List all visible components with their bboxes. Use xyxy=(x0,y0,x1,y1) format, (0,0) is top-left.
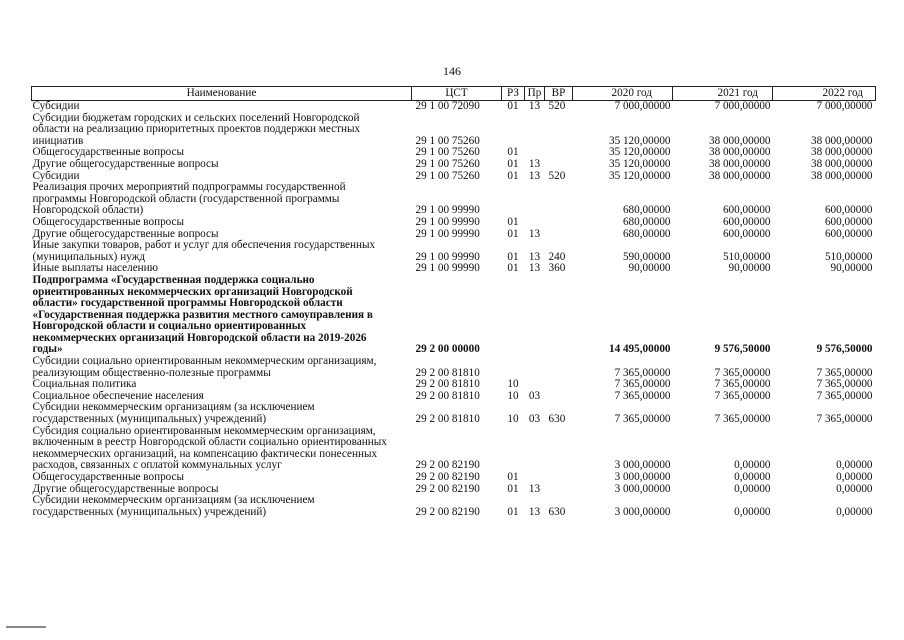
row-rz: 01 xyxy=(507,505,519,518)
row-vr xyxy=(545,472,573,484)
row-rz: 01 xyxy=(507,215,519,228)
row-pr xyxy=(525,113,545,148)
row-value-2022: 38 000,00000 xyxy=(810,146,873,159)
row-vr xyxy=(545,356,573,379)
row-rz: 10 xyxy=(507,389,519,402)
row-value-2020: 35 120,00000 xyxy=(608,157,671,170)
row-name: Субсидия социально ориентированным некоммерческим организациям, включенным в реестр Новгородской области социально ориентированных некоммерческих организаций, на компенсацию фактически понесенных расходов, связанных с оплатой коммунальных услуг xyxy=(32,424,387,472)
row-value-2021: 7 365,00000 xyxy=(714,378,771,391)
header-rz: РЗ xyxy=(502,87,525,101)
row-pr: 03 xyxy=(528,413,541,426)
table-row xyxy=(32,182,876,217)
row-value-2020: 3 000,00000 xyxy=(614,505,671,518)
header-2021: 2021 год xyxy=(673,87,773,101)
row-value-2021: 9 576,50000 xyxy=(714,343,771,356)
row-vr xyxy=(545,159,573,171)
row-value-2020: 7 365,00000 xyxy=(614,366,671,379)
row-vr xyxy=(545,379,573,391)
row-cst: 29 2 00 81810 xyxy=(415,389,480,402)
row-rz xyxy=(502,275,525,356)
row-cst: 29 2 00 82190 xyxy=(415,482,480,495)
row-pr: 13 xyxy=(528,169,541,182)
row-value-2020: 7 365,00000 xyxy=(614,389,671,402)
row-vr: 360 xyxy=(548,262,566,275)
row-value-2022: 0,00000 xyxy=(836,471,873,483)
row-rz xyxy=(502,113,525,148)
row-value-2022: 0,00000 xyxy=(836,505,873,518)
row-cst: 29 2 00 82190 xyxy=(415,471,480,483)
row-vr xyxy=(545,182,573,217)
row-pr: 03 xyxy=(528,389,541,402)
row-cst: 29 1 00 75260 xyxy=(415,169,480,182)
row-value-2020: 35 120,00000 xyxy=(608,134,671,147)
row-rz xyxy=(502,356,525,379)
row-value-2021: 600,00000 xyxy=(722,227,771,240)
row-value-2021: 38 000,00000 xyxy=(708,134,771,147)
row-value-2022: 38 000,00000 xyxy=(810,157,873,170)
row-value-2021: 600,00000 xyxy=(722,204,771,217)
row-value-2021: 7 365,00000 xyxy=(714,413,771,426)
row-cst: 29 1 00 99990 xyxy=(415,262,480,275)
row-name: Общегосударственные вопросы xyxy=(32,146,185,159)
row-value-2021: 7 365,00000 xyxy=(714,366,771,379)
row-value-2022: 7 000,00000 xyxy=(816,100,873,112)
row-cst: 29 1 00 75260 xyxy=(415,146,480,159)
row-rz xyxy=(502,426,525,472)
row-value-2022: 7 365,00000 xyxy=(816,389,873,402)
row-value-2020: 680,00000 xyxy=(622,204,671,217)
row-name: Подпрограмма «Государственная поддержка социально ориентированных некоммерческих организаций Новгородской области» государственной программы Новгородской области «Государственная поддержка развития местного самоуправления в Новгородской области и социально ориентированных некоммерческих организаций Новгородской области на 2019-2026 годы» xyxy=(32,273,373,356)
row-pr xyxy=(525,217,545,229)
row-value-2020: 35 120,00000 xyxy=(608,169,671,182)
row-name: Субсидии xyxy=(32,169,80,182)
row-value-2021: 7 365,00000 xyxy=(714,389,771,402)
row-cst: 29 2 00 81810 xyxy=(415,378,480,391)
row-vr: 630 xyxy=(548,505,566,518)
row-pr xyxy=(525,182,545,217)
row-cst: 29 2 00 82190 xyxy=(415,459,480,472)
row-name: Субсидии некоммерческим организациям (за исключением государственных (муниципальных) учреждений) xyxy=(32,401,315,426)
row-value-2021: 38 000,00000 xyxy=(708,146,771,159)
row-rz: 01 xyxy=(507,100,519,112)
row-name: Другие общегосударственные вопросы xyxy=(32,157,219,170)
row-value-2020: 680,00000 xyxy=(622,215,671,228)
row-cst: 29 1 00 99990 xyxy=(415,215,480,228)
row-value-2020: 7 365,00000 xyxy=(614,413,671,426)
table-row xyxy=(32,426,876,472)
row-value-2021: 600,00000 xyxy=(722,215,771,228)
row-value-2022: 600,00000 xyxy=(824,204,873,217)
row-value-2021: 0,00000 xyxy=(734,505,771,518)
table-row xyxy=(32,113,876,148)
row-value-2020: 680,00000 xyxy=(622,227,671,240)
row-rz: 01 xyxy=(507,471,519,483)
row-cst: 29 2 00 00000 xyxy=(415,343,480,356)
row-cst: 29 1 00 99990 xyxy=(415,227,480,240)
row-name: Субсидии некоммерческим организациям (за исключением государственных (муниципальных) учреждений) xyxy=(32,494,315,518)
row-value-2022: 90,00000 xyxy=(830,262,873,275)
row-rz: 01 xyxy=(507,157,519,170)
table-header xyxy=(32,87,876,101)
footer-rule xyxy=(6,626,46,628)
row-pr: 13 xyxy=(528,505,541,518)
row-value-2021: 0,00000 xyxy=(734,482,771,495)
header-vr: ВР xyxy=(545,87,573,101)
row-pr xyxy=(525,426,545,472)
row-vr xyxy=(545,147,573,159)
row-rz: 01 xyxy=(507,169,519,182)
row-value-2022: 510,00000 xyxy=(824,250,873,263)
row-value-2022: 600,00000 xyxy=(824,227,873,240)
row-vr xyxy=(545,391,573,403)
row-name: Общегосударственные вопросы xyxy=(32,471,185,483)
row-vr xyxy=(545,217,573,229)
row-pr: 13 xyxy=(528,250,541,263)
row-name: Другие общегосударственные вопросы xyxy=(32,482,219,495)
row-value-2020: 590,00000 xyxy=(622,250,671,263)
row-vr: 630 xyxy=(548,413,566,426)
row-cst: 29 1 00 99990 xyxy=(415,204,480,217)
row-rz: 01 xyxy=(507,146,519,159)
row-pr xyxy=(525,356,545,379)
row-value-2022: 7 365,00000 xyxy=(816,366,873,379)
header-name: Наименование xyxy=(32,87,412,101)
row-name: Субсидии социально ориентированным некоммерческим организациям, реализующим общественно-полезные программы xyxy=(32,355,377,379)
header-pr: Пр xyxy=(525,87,545,101)
row-value-2021: 38 000,00000 xyxy=(708,169,771,182)
row-value-2020: 3 000,00000 xyxy=(614,482,671,495)
row-value-2022: 9 576,50000 xyxy=(816,343,873,356)
row-pr xyxy=(525,472,545,484)
row-name: Иные выплаты населению xyxy=(32,262,158,275)
row-vr xyxy=(545,275,573,356)
row-rz: 01 xyxy=(507,250,519,263)
budget-table xyxy=(31,86,876,518)
row-vr xyxy=(545,484,573,496)
row-value-2022: 7 365,00000 xyxy=(816,378,873,391)
row-name: Иные закупки товаров, работ и услуг для обеспечения государственных (муниципальных) нужд xyxy=(32,239,376,263)
row-value-2022: 0,00000 xyxy=(836,459,873,472)
table-row xyxy=(32,356,876,379)
row-value-2020: 7 365,00000 xyxy=(614,378,671,391)
table-row xyxy=(32,159,876,171)
row-name: Социальное обеспечение населения xyxy=(32,389,204,402)
row-name: Субсидии xyxy=(32,100,80,112)
row-rz: 10 xyxy=(507,413,519,426)
table-row xyxy=(32,275,876,356)
table-row xyxy=(32,240,876,263)
row-cst: 29 2 00 81810 xyxy=(415,366,480,379)
row-vr: 240 xyxy=(548,250,566,263)
row-rz: 01 xyxy=(507,482,519,495)
table-row xyxy=(32,101,876,113)
row-name: Общегосударственные вопросы xyxy=(32,215,185,228)
row-value-2021: 0,00000 xyxy=(734,471,771,483)
row-pr: 13 xyxy=(528,262,541,275)
row-value-2021: 510,00000 xyxy=(722,250,771,263)
row-value-2020: 35 120,00000 xyxy=(608,146,671,159)
row-pr: 13 xyxy=(528,227,541,240)
row-vr xyxy=(545,113,573,148)
row-value-2022: 7 365,00000 xyxy=(816,413,873,426)
row-rz: 01 xyxy=(507,227,519,240)
row-cst: 29 1 00 75260 xyxy=(415,134,480,147)
header-2020: 2020 год xyxy=(573,87,673,101)
row-name: Социальная политика xyxy=(32,378,137,391)
row-value-2021: 90,00000 xyxy=(728,262,771,275)
row-rz: 01 xyxy=(507,262,519,275)
row-name: Субсидии бюджетам городских и сельских поселений Новгородской области на реализацию приоритетных проектов поддержки местных инициатив xyxy=(32,111,361,147)
row-value-2020: 7 000,00000 xyxy=(614,100,671,112)
row-cst: 29 1 00 99990 xyxy=(415,250,480,263)
row-rz: 10 xyxy=(507,378,519,391)
row-value-2022: 38 000,00000 xyxy=(810,169,873,182)
row-vr: 520 xyxy=(548,100,566,112)
row-pr: 13 xyxy=(528,100,541,112)
row-rz xyxy=(502,182,525,217)
row-value-2022: 0,00000 xyxy=(836,482,873,495)
row-cst: 29 1 00 75260 xyxy=(415,157,480,170)
row-value-2022: 38 000,00000 xyxy=(810,134,873,147)
row-name: Другие общегосударственные вопросы xyxy=(32,227,219,240)
row-cst: 29 2 00 82190 xyxy=(415,505,480,518)
table-row xyxy=(32,402,876,425)
row-value-2021: 0,00000 xyxy=(734,459,771,472)
row-cst: 29 1 00 72090 xyxy=(415,100,480,112)
row-pr: 13 xyxy=(528,157,541,170)
row-value-2022: 600,00000 xyxy=(824,215,873,228)
header-2022: 2022 год xyxy=(773,87,876,101)
row-vr: 520 xyxy=(548,169,566,182)
row-pr xyxy=(525,275,545,356)
header-cst: ЦСТ xyxy=(412,87,502,101)
row-vr xyxy=(545,229,573,241)
row-value-2020: 90,00000 xyxy=(628,262,671,275)
row-value-2020: 3 000,00000 xyxy=(614,459,671,472)
table-body xyxy=(32,101,876,519)
page-number: 146 xyxy=(443,64,461,78)
row-pr: 13 xyxy=(528,482,541,495)
row-value-2020: 14 495,00000 xyxy=(608,343,671,356)
row-value-2021: 38 000,00000 xyxy=(708,157,771,170)
table-row xyxy=(32,472,876,484)
table-row xyxy=(32,495,876,518)
row-value-2021: 7 000,00000 xyxy=(714,100,771,112)
row-name: Реализация прочих мероприятий подпрограммы государственной программы Новгородской области (государственной программы Новгородской области) xyxy=(32,181,346,217)
row-value-2020: 3 000,00000 xyxy=(614,471,671,483)
row-cst: 29 2 00 81810 xyxy=(415,413,480,426)
row-vr xyxy=(545,426,573,472)
table-row xyxy=(32,217,876,229)
